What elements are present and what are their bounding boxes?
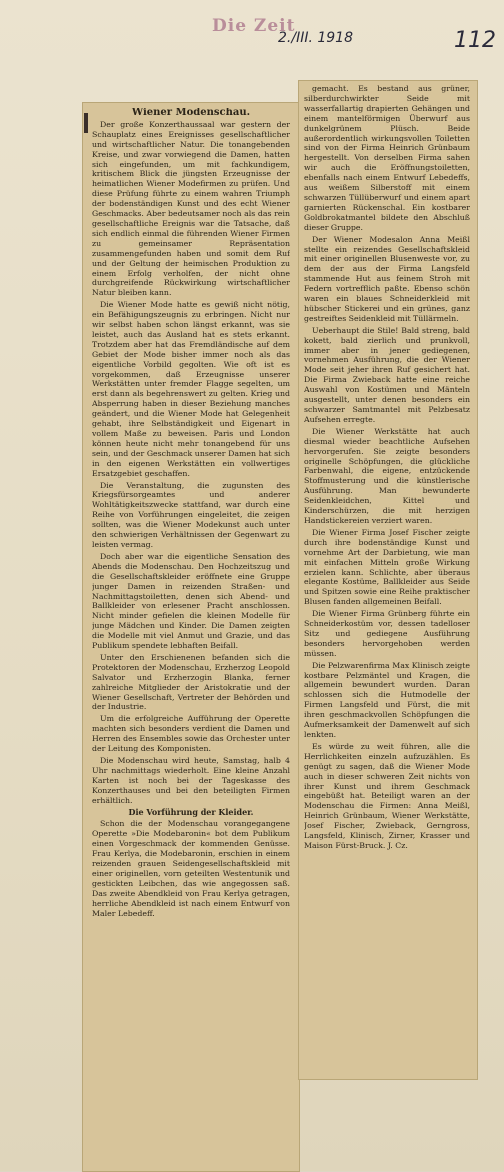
handwritten-date: 2./III. 1918 [278, 30, 353, 46]
right-paragraph: Ueberhaupt die Stile! Bald streng, bald kokett, bald zierlich und prunkvoll, immer aber in jener gediegenen, vornehmen Ausführung, die der Wiener Mode seit jeher ihren Ruf gesichert hat. Die Firma Zwieback hatte eine reiche Auswahl von Kostümen und Mänteln ausgestellt, unter denen besonders ein schwarzer Samtmantel mit Pelzbesatz Aufsehen erregte. [304, 325, 470, 424]
left-paragraph: Die Veranstaltung, die zugunsten des Kriegsfürsorgeamtes und anderer Wohltätigkeitszwecke stattfand, war durch eine Reihe von Vorführungen eingeleitet, die zeigen sollten, was die Wiener Modekunst auch unter den schwierigen Verhältnissen der Gegenwart zu leisten vermag. [92, 480, 290, 549]
right-paragraph: Die Wiener Firma Josef Fischer zeigte durch ihre bodenständige Kunst und vornehme Art der Darbietung, wie man mit einfachen Mitteln große Wirkung erzielen kann. Schlichte, aber überaus elegante Kostüme, Ballkleider aus Seide und Spitzen sowie eine Reihe praktischer Blusen fanden allgemeinen Beifall. [304, 527, 470, 607]
handwritten-page-number: 112 [454, 28, 496, 53]
right-paragraph: Die Wiener Werkstätte hat auch diesmal wieder beachtliche Aufsehen hervorgerufen. Sie zeigte besonders originelle Schöpfungen, die glückliche Farbenwahl, die eigene, entzückende Stoffmusterung und die künstlerische Ausführung. Man bewunderte Seidenkleidchen, Kittel und Kinderschürzen, die mit herzigen Handstickereien verziert waren. [304, 426, 470, 525]
right-paragraph: Der Wiener Modesalon Anna Meißl stellte ein reizendes Gesellschaftskleid mit einer originellen Blusenweste vor, zu dem der aus der Firma Langsfeld stammende Hut aus feinem Stroh mit Federn vortrefflich paßte. Ebenso schön waren ein blaues Schneiderkleid mit hübscher Stickerei und ein grünes, ganz gestreiftes Seidenkleid mit Tüllärmeln. [304, 234, 470, 323]
left-paragraph: Unter den Erschienenen befanden sich die Protektoren der Modenschau, Erzherzog Leopold Salvator und Erzherzogin Blanka, ferner zahlreiche Mitglieder der Aristokratie und der Wiener Gesellschaft, Vertreter der Behörden und der Industrie. [92, 652, 290, 712]
right-paragraph: Es würde zu weit führen, alle die Herrlichkeiten einzeln aufzuzählen. Es genügt zu sagen, daß die Wiener Mode auch in dieser schweren Zeit nichts von ihrer Kunst und ihrem Geschmack eingebüßt hat. Beteiligt waren an der Modenschau die Firmen: Anna Meißl, Heinrich Grünbaum, Wiener Werkstätte, Josef Fischer, Zwieback, Gerngross, Langsfeld, Klinisch, Zirner, Krasser und Maison Fürst-Bruck. J. Cz. [304, 741, 470, 850]
left-paragraph: Um die erfolgreiche Aufführung der Operette machten sich besonders verdient die Damen und Herren des Ensembles sowie das Orchester unter der Leitung des Komponisten. [92, 714, 290, 754]
article-title: Wiener Modenschau. [131, 108, 251, 118]
right-paragraph: Die Pelzwarenfirma Max Klinisch zeigte kostbare Pelzmäntel und Kragen, die allgemein bewundert wurden. Daran schlossen sich die Hutmodelle der Firmen Langsfeld und Fürst, die mit ihren geschmackvollen Schöpfungen die Aufmerksamkeit der Damenwelt auf sich lenkten. [304, 660, 470, 739]
left-subheading: Die Vorführung der Kleider. [128, 806, 254, 817]
left-paragraph: Die Wiener Mode hatte es gewiß nicht nötig, ein Befähigungszeugnis zu erbringen. Nicht nur wir selbst haben schon längst erkannt, was sie leistet, auch das Ausland hat es stets erkannt. Trotzdem aber hat das Fremdländische auf dem Gebiet der Mode bisher immer noch als das eigentliche Vorbild gegolten. Wie oft ist es vorgekommen, daß Erzeugnisse unserer Werkstätten unter fremder Flagge segelten, um erst dann als begehrenswert zu gelten. Krieg und Absperrung haben in dieser Beziehung manches geändert, und die Wiener Mode hat Gelegenheit gehabt, ihre Selbständigkeit und Eigenart in vollem Maße zu beweisen. Paris und London können heute nicht mehr tonangebend für uns sein, und der Geschmack unserer Damen hat sich in den eigenen Werkstätten ein vollwertiges Ersatzgebiet geschaffen. [92, 300, 290, 478]
left-paragraph: Die Modenschau wird heute, Samstag, halb 4 Uhr nachmittags wiederholt. Eine kleine Anzahl Karten ist noch bei der Tageskasse des Konzerthauses und bei den beteiligten Firmen erhältlich. [92, 756, 290, 805]
right-column [304, 84, 470, 1072]
left-paragraph: Der große Konzerthaussaal war gestern der Schauplatz eines Ereignisses gesellschaftlicher und wirtschaftlicher Natur. Die tonangebenden Kreise, und zwar vorwiegend die Damen, hatten sich eingefunden, um mit fachkundigem, kritischem Blick die jüngsten Erzeugnisse der heimatlichen Wiener Modefirmen zu prüfen. Und diese Prüfung führte zu einem wahren Triumph der bodenständigen Kunst und des echt Wiener Geschmacks. Aber bedeutsamer noch als das rein gesellschaftliche Ereignis war die Tatsache, daß sich endlich einmal die führenden Wiener Firmen zu gemeinsamer Repräsentation zusammengefunden haben und somit dem Ruf und der Geltung der heimischen Produktion zu einem Erfolg verholfen, der nicht ohne durchgreifende Rückwirkung wirtschaftlicher Natur bleiben kann. [92, 119, 290, 298]
right-paragraph: Die Wiener Firma Grünberg führte ein Schneiderkostüm vor, dessen tadelloser Sitz und gediegene Ausführung besonders hervorgehoben werden müssen. [304, 609, 470, 658]
left-column [92, 108, 290, 1166]
left-paragraph: Schon die der Modenschau vorangegangene Operette »Die Modebaronin« bot dem Publikum einen Vorgeschmack der kommenden Genüsse. Frau Kerlya, die Modebaronin, erschien in einem reizenden grauen Seidengesellschaftskleid mit einer originellen, vorn geteilten Westentunik und gestickten Leibchen, das wie angegossen saß. Das zweite Abendkleid von Frau Kerlya getragen, herrliche Abendkleid ist nach einem Entwurf von Maler Lebedeff. [92, 819, 290, 918]
right-paragraph: gemacht. Es bestand aus grüner, silberdurchwirkter Seide mit wasserfallartig drapierten Gehängen und einem mantelförmigen Überwurf aus dunkelgrünem Plüsch. Beide außerordentlich wirkungsvollen Toiletten sind von der Firma Heinrich Grünbaum hergestellt. Von derselben Firma sahen wir auch die Eröffnungstoiletten, ebenfalls nach einem Entwurf Lebedeffs, aus weißem Silberstoff mit einem schwarzen Tüllüberwurf und einem apart garnierten Rückenschal. Ein kostbarer Goldbrokatmantel bildete den Abschluß dieser Gruppe. [304, 84, 470, 232]
title-marker [84, 113, 88, 133]
left-paragraph: Doch aber war die eigentliche Sensation des Abends die Modenschau. Den Hochzeitszug und die Gesellschaftskleider eröffnete eine Gruppe junger Damen in reizenden Straßen- und Nachmittagstoiletten, denen sich Abend- und Ballkleider von erlesener Pracht anschlossen. Nicht minder gefielen die kleinen Modelle für junge Mädchen und Kinder. Die Damen zeigten die Modelle mit viel Anmut und Grazie, und das Publikum spendete lebhaften Beifall. [92, 551, 290, 651]
newspaper-name-stamp: Die Zeit [212, 16, 296, 36]
